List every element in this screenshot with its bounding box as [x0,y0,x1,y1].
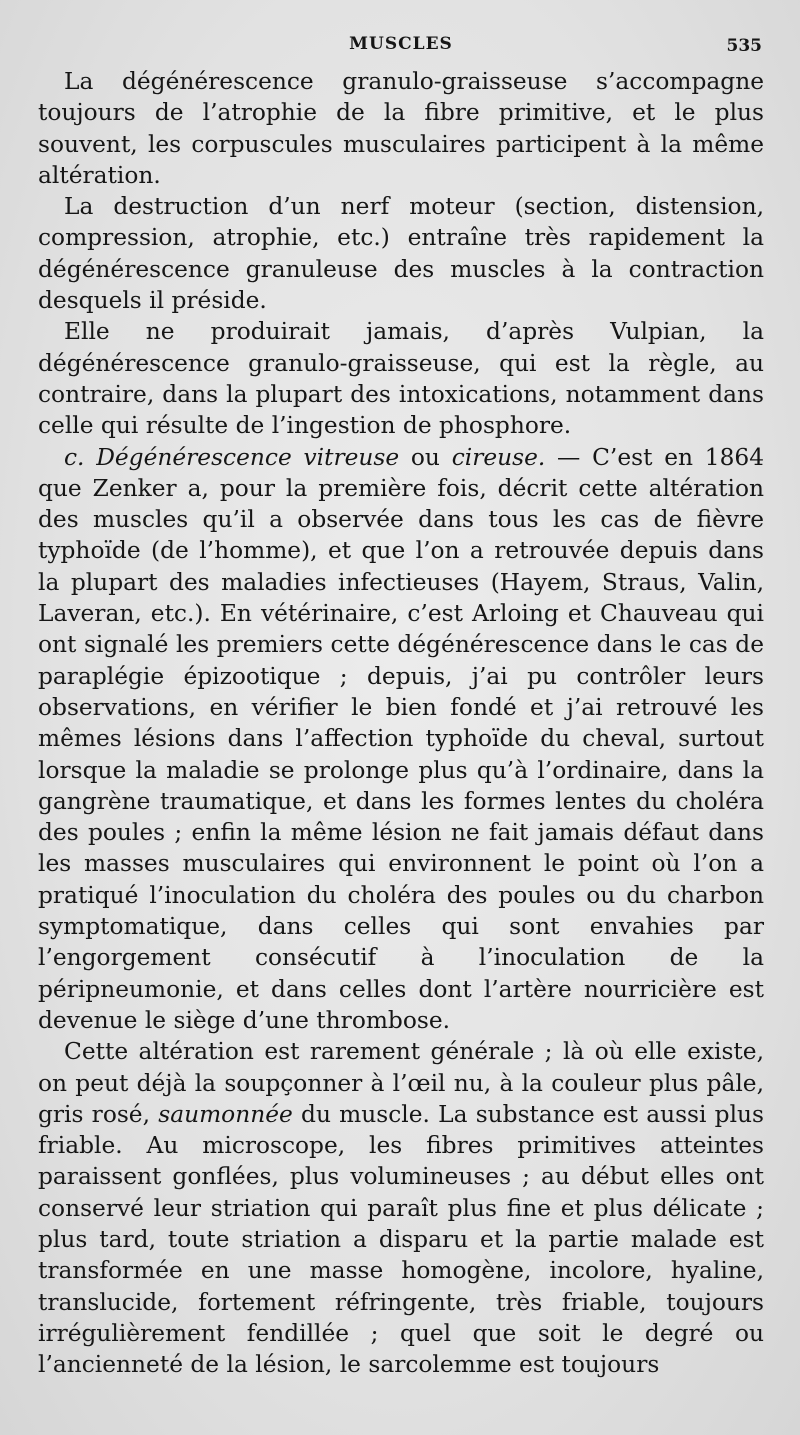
paragraph-degenerescence-vitreuse [38,442,764,1037]
paragraph-nerf-moteur [38,191,764,316]
running-head [38,30,764,66]
paragraph-text: La dégénérescence granulo-graisseuse s’accompagne toujours de l’atrophie de la fibre primitive, et le plus souvent, les corpuscules musculaires participent à la même altération. [38,68,764,189]
section-label: c. [64,443,85,471]
paragraph-text: — C’est en 1864 que Zenker a, pour la première fois, décrit cette altération des muscles qu’il a observée dans tous les cas de fièvre typhoïde (de l’homme), et que l’on a retrouvée depuis dans la plupart des maladies infectieuses (Hayem, Straus, Valin, Laveran, etc.). En vétérinaire, c’est Arloing et Chauveau qui ont signalé les premiers cette dégénérescence dans le cas de paraplégie épizootique ; depuis, j’ai pu contrôler leurs observations, en vérifier le bien fondé et j’ai retrouvé les mêmes lésions dans l’affection typhoïde du cheval, surtout lorsque la maladie se prolonge plus qu’à l’ordinaire, dans la gangrène traumatique, et dans les formes lentes du choléra des poules ; enfin la même lésion ne fait jamais défaut dans les masses musculaires qui environnent le point où l’on a pratiqué l’inoculation du choléra des poules ou du charbon symptomatique, dans celles qui sont envahies par l’engorgement consécutif à l’inoculation de la péripneumonie, et dans celles dont l’artère nourricière est devenue le siège d’une thrombose. [38,443,765,1034]
paragraph-alteration-generale [38,1036,764,1380]
paragraph-granulo-graisseuse [38,66,764,191]
paragraph-vulpian [38,316,764,441]
paragraph-text: Elle ne produirait jamais, d’après Vulpian, la dégénérescence granulo-graisseuse, qui est la règle, au contraire, dans la plupart des intoxications, notamment dans celle qui résulte de l’ingestion de phosphore. [38,318,764,440]
section-title-cireuse: cireuse. [451,443,546,471]
italic-term-saumonnee: saumonnée [158,1100,293,1128]
section-title-connector: ou [410,443,440,471]
paragraph-text: du muscle. La substance est aussi plus friable. Au microscope, les fibres primitives atteintes paraissent gonflées, plus volumineuses ; au début elles ont conservé leur striation qui paraît plus fine et plus délicate ; plus tard, toute striation a disparu et la partie malade est transformée en une masse homogène, incolore, hyaline, translucide, fortement réfringente, très friable, toujours irrégulièrement fendillée ; quel que soit le degré ou l’ancienneté de la lésion, le sarcolemme est toujours [38,1100,765,1379]
body-text [38,66,764,1380]
section-title-vitreuse: Dégénérescence vitreuse [96,443,400,471]
paragraph-text: La destruction d’un nerf moteur (section, distension, compression, atrophie, etc.) entraîne très rapidement la dégénérescence granuleuse des muscles à la contraction desquels il préside. [38,193,764,315]
running-title: MUSCLES [349,34,453,54]
page-number: 535 [726,36,762,56]
paragraph-text: Cette altération est rarement générale ; là où elle existe, on peut déjà la soupçonner à l’œil nu, à la couleur plus pâle, gris rosé, [38,1038,764,1128]
